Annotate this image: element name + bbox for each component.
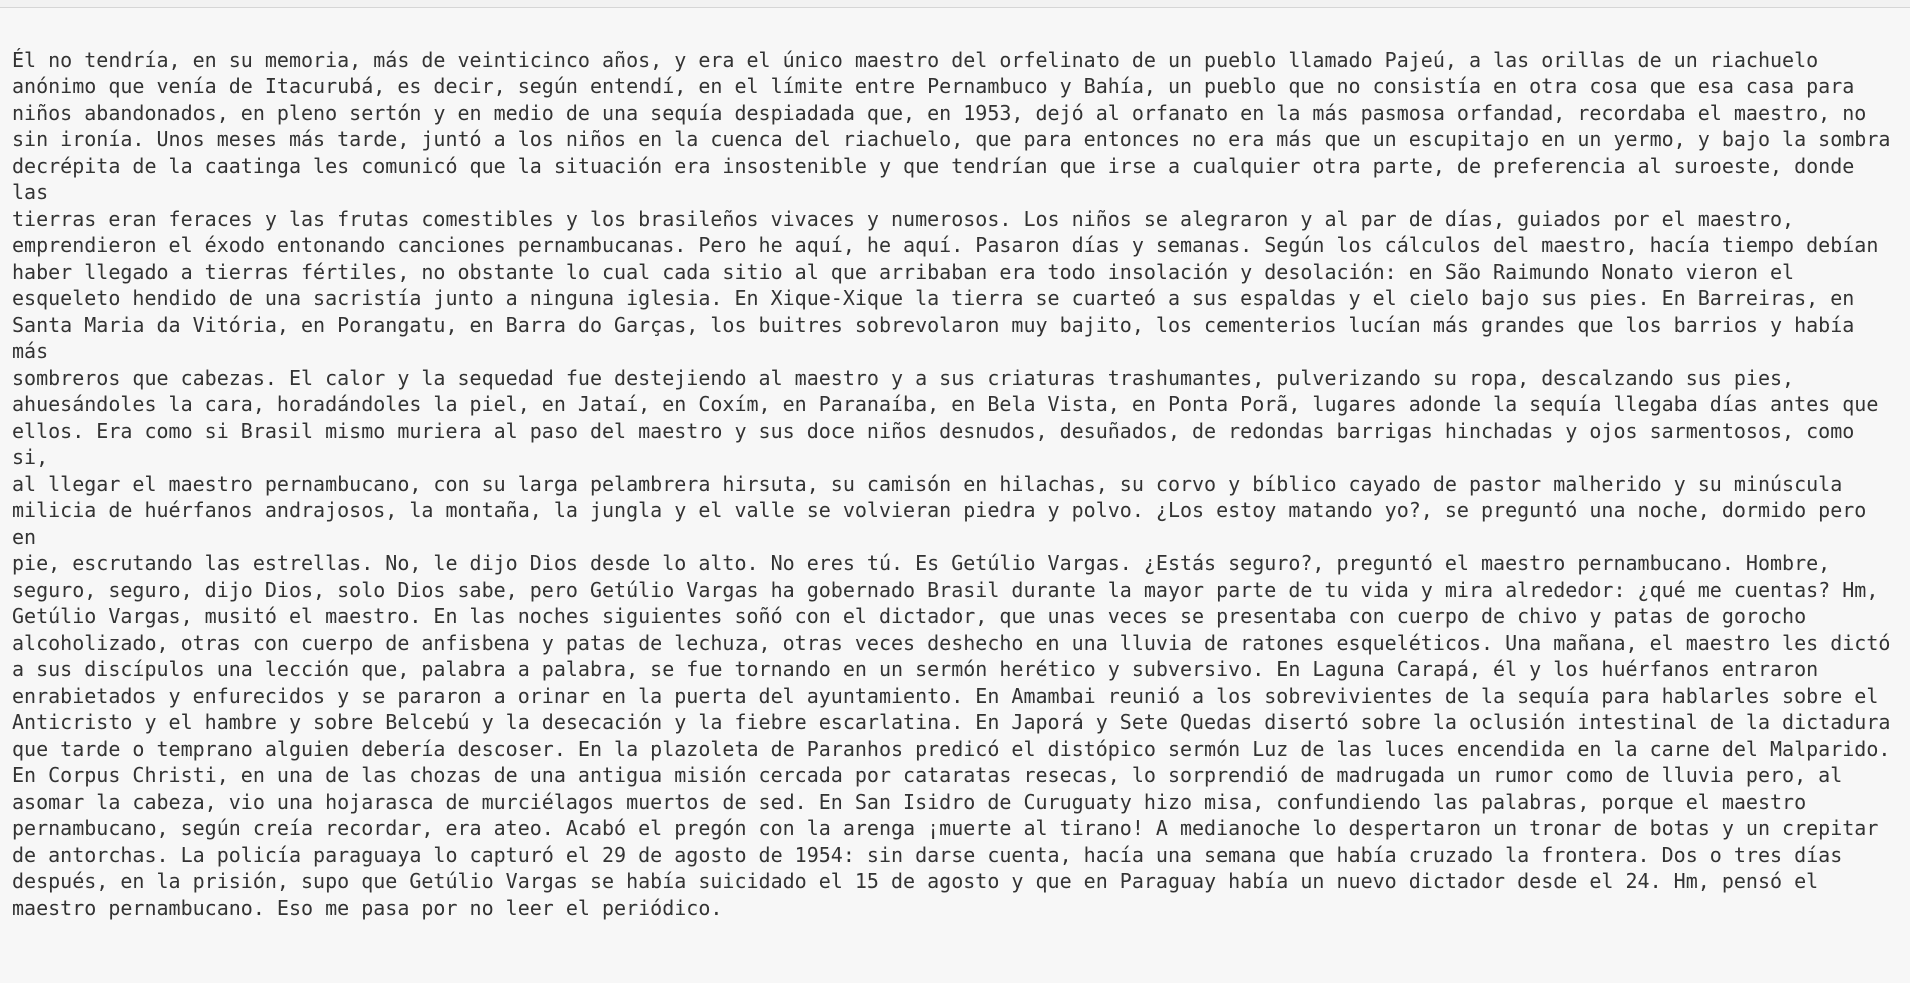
text-line: ahuesándoles la cara, horadándoles la piel, en Jataí, en Coxím, en Paranaíba, en Bela Vista, en Ponta Porã, lugares adonde la sequía llegaba días antes que [12, 392, 1879, 416]
text-line: Getúlio Vargas, musitó el maestro. En las noches siguientes soñó con el dictador, que unas veces se presentaba con cuerpo de chivo y patas de gorocho [12, 604, 1807, 628]
text-line: que tarde o temprano alguien debería descoser. En la plazoleta de Paranhos predicó el distópico sermón Luz de las luces encendida en la carne del Malparido. [12, 736, 1891, 761]
text-line: niños abandonados, en pleno sertón y en medio de una sequía despiadada que, en 1953, dejó al orfanato en la más pasmosa orfandad, recordaba el maestro, no [12, 100, 1867, 125]
text-line: seguro, seguro, dijo Dios, solo Dios sabe, pero Getúlio Vargas ha gobernado Brasil durante la mayor parte de tu vida y mira alrededor: ¿qué me cuentas? Hm, [12, 577, 1879, 602]
text-line: milicia de huérfanos andrajosos, la montaña, la jungla y el valle se volvieran piedra y polvo. ¿Los estoy matando yo?, se preguntó una noche, dormido pero en [12, 498, 1879, 549]
text-line: a sus discípulos una lección que, palabra a palabra, se fue tornando en un sermón herético y subversivo. En Laguna Carapá, él y los huérfanos entraron [12, 657, 1819, 681]
text-line: haber llegado a tierras fértiles, no obstante lo cual cada sitio al que arribaban era todo insolación y desolación: en São Raimundo Nonato vieron el [12, 259, 1795, 284]
text-line: Anticristo y el hambre y sobre Belcebú y la desecación y la fiebre escarlatina. En Japorá y Sete Quedas disertó sobre la oclusión intestinal de la dictadura [12, 710, 1891, 734]
text-line: anónimo que venía de Itacurubá, es decir, según entendí, en el límite entre Pernambuco y Bahía, un pueblo que no consistía en otra cosa que esa casa para [12, 74, 1855, 98]
text-line: Él no tendría, en su memoria, más de veinticinco años, y era el único maestro del orfelinato de un pueblo llamado Pajeú, a las orillas de un riachuelo [12, 47, 1819, 72]
text-line: al llegar el maestro pernambucano, con su larga pelambrera hirsuta, su camisón en hilachas, su corvo y bíblico cayado de pastor malherido y su minúscula [12, 471, 1843, 496]
text-line: Santa Maria da Vitória, en Porangatu, en Barra do Garças, los buitres sobrevolaron muy bajito, los cementerios lucían más grandes que los barrios y había más [12, 312, 1867, 363]
text-line: después, en la prisión, supo que Getúlio Vargas se había suicidado el 15 de agosto y que en Paraguay había un nuevo dictador desde el 24. Hm, pensó el [12, 869, 1819, 893]
text-line: En Corpus Christi, en una de las chozas de una antigua misión cercada por cataratas resecas, lo sorprendió de madrugada un rumor como de lluvia pero, al [12, 763, 1843, 787]
text-line: sombreros que cabezas. El calor y la sequedad fue destejiendo al maestro y a sus criaturas trashumantes, pulverizando su ropa, descalzando sus pies, [12, 365, 1795, 390]
text-line: sin ironía. Unos meses más tarde, juntó a los niños en la cuenca del riachuelo, que para entonces no era más que un escupitajo en un yermo, y bajo la sombra [12, 127, 1891, 151]
text-line: pernambucano, según creía recordar, era ateo. Acabó el pregón con la arenga ¡muerte al tirano! A medianoche lo despertaron un tronar de botas y un crepitar [12, 816, 1879, 840]
top-divider [0, 0, 1910, 8]
text-line: esqueleto hendido de una sacristía junto a ninguna iglesia. En Xique-Xique la tierra se cuarteó a sus espaldas y el cielo bajo sus pies. En Barreiras, en [12, 286, 1855, 310]
text-line: alcoholizado, otras con cuerpo de anfisbena y patas de lechuza, otras veces deshecho en una lluvia de ratones esqueléticos. Una mañana, el maestro les dictó [12, 630, 1891, 655]
text-line: ellos. Era como si Brasil mismo muriera al paso del maestro y sus doce niños desnudos, desuñados, de redondas barrigas hinchadas y ojos sarmentosos, como si, [12, 418, 1867, 469]
text-line: enrabietados y enfurecidos y se pararon a orinar en la puerta del ayuntamiento. En Amambai reunió a los sobrevivientes de la sequía para hablarles sobre el [12, 683, 1879, 708]
text-line: pie, escrutando las estrellas. No, le dijo Dios desde lo alto. No eres tú. Es Getúlio Vargas. ¿Estás seguro?, preguntó el maestro pernambucano. Hombre, [12, 551, 1831, 575]
text-line: asomar la cabeza, vio una hojarasca de murciélagos muertos de sed. En San Isidro de Curuguaty hizo misa, confundiendo las palabras, porque el maestro [12, 789, 1807, 814]
text-line: de antorchas. La policía paraguaya lo capturó el 29 de agosto de 1954: sin darse cuenta, hacía una semana que había cruzado la frontera. Dos o tres días [12, 842, 1843, 867]
text-line: decrépita de la caatinga les comunicó que la situación era insostenible y que tendrían que irse a cualquier otra parte, de preferencia al suroeste, donde las [12, 153, 1867, 204]
paragraph-text [12, 20, 1902, 974]
text-line: tierras eran feraces y las frutas comestibles y los brasileños vivaces y numerosos. Los niños se alegraron y al par de días, guiados por el maestro, [12, 206, 1795, 231]
text-line: emprendieron el éxodo entonando canciones pernambucanas. Pero he aquí, he aquí. Pasaron días y semanas. Según los cálculos del maestro, hacía tiempo debían [12, 233, 1879, 257]
text-line: maestro pernambucano. Eso me pasa por no leer el periódico. [12, 895, 723, 920]
